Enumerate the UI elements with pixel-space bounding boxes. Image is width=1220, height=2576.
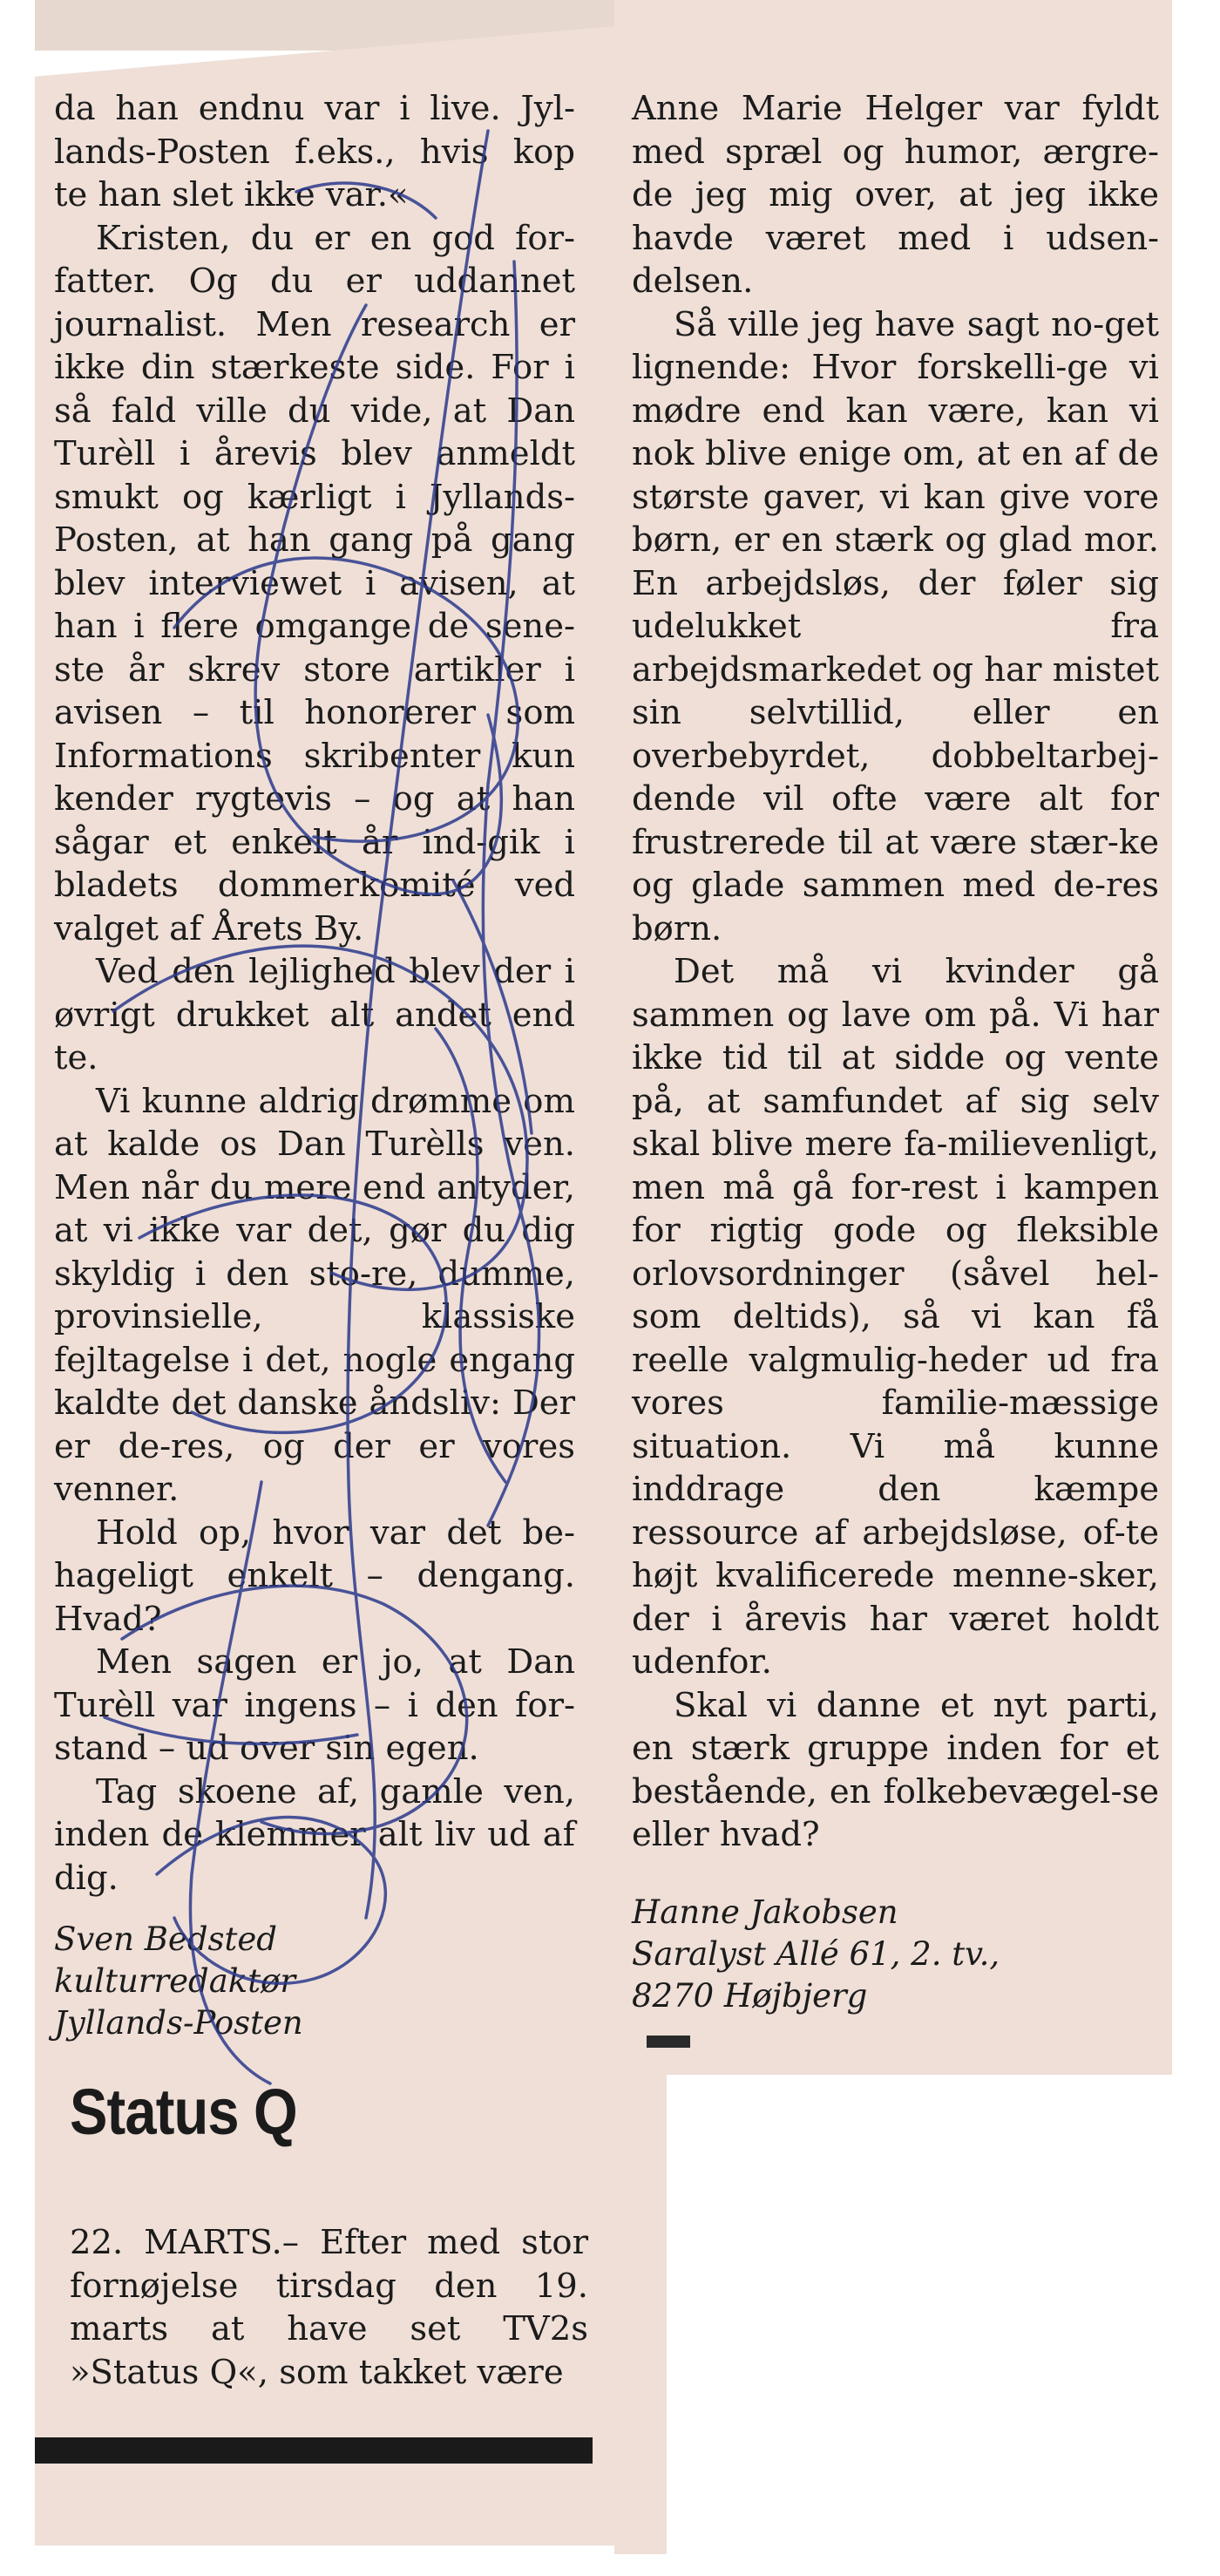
paragraph: Det må vi kvinder gå sammen og lave om på. Vi har ikke tid til at sidde og vente på, at samfundet af sig selv skal blive mere fa-milievenligt, men må gå for-rest i kampen for rigtig gode og fleksible orlovsordninger (såvel hel- som deltids), så vi kan få reelle valgmulig-heder ud fra vores familie-mæssige situation. Vi må kunne inddrage den kæmpe ressource af arbejdsløse, of-te højt kvalificerede menne-sker, der i årevis har været holdt udenfor.	[632, 952, 1159, 1682]
paragraph: Ved den lejlighed blev der i øvrigt drukket alt andet end te.	[54, 952, 575, 1077]
status-column	[70, 2221, 588, 2394]
torn-letter-fragment	[647, 2036, 690, 2048]
signature-right	[632, 1892, 1159, 2017]
left-column	[54, 87, 575, 2044]
paragraph: Kristen, du er en god for-fatter. Og du er uddannet journalist. Men research er ikke din stærkeste side. For i så fald ville du vide, at Dan Turèll i årevis blev anmeldt smukt og kærligt i Jyllands-Posten, at han gang på gang blev interviewet i avisen, at han i flere omgange de sene-ste år skrev store artikler i avisen – til honorerer som Informations skribenter kun kender rygtevis – og at han sågar et enkelt år ind-gik i bladets dommerkomité ved valget af Årets By.	[54, 218, 575, 948]
paper-notch	[614, 2066, 667, 2554]
signature-line: Saralyst Allé 61, 2. tv.,	[632, 1934, 1000, 1973]
signature-left	[54, 1919, 575, 2044]
paragraph: Anne Marie Helger var fyldt med spræl og humor, ærgre-de jeg mig over, at jeg ikke havde været med i udsen-delsen.	[632, 89, 1159, 301]
signature-line: Jyllands-Posten	[54, 2004, 303, 2042]
signature-line: 8270 Højbjerg	[632, 1976, 868, 2015]
paragraph: 22. MARTS.– Efter med stor fornøjelse tirsdag den 19. marts at have set TV2s »Status Q«, som takket være	[70, 2223, 588, 2392]
black-rule	[35, 2437, 593, 2464]
signature-line: kulturredaktør	[54, 1962, 296, 2000]
paragraph: Hold op, hvor var det be-hageligt enkelt – dengang. Hvad?	[54, 1512, 575, 1639]
paragraph: da han endnu var i live. Jyl-lands-Posten f.eks., hvis kop te han slet ikke var.«	[54, 89, 575, 214]
signature-line: Hanne Jakobsen	[632, 1893, 898, 1931]
paragraph: Vi kunne aldrig drømme om at kalde os Dan Turèlls ven. Men når du mere end antyder, at vi ikke var det, gør du dig skyldig i den sto-re, dumme, provinsielle, klassiske fejltagelse i det, nogle engang kaldte det danske åndsliv: Der er de-res, og der er vores venner.	[54, 1081, 575, 1509]
paragraph: Så ville jeg have sagt no-get lignende: Hvor forskelli-ge vi mødre end kan være, kan vi nok blive enige om, at en af de største gaver, vi kan give vore børn, er en stærk og glad mor. En arbejdsløs, der føler sig udelukket fra arbejdsmarkedet og har mistet sin selvtillid, eller en overbebyrdet, dobbeltarbej-dende vil ofte være alt for frustrerede til at være stær-ke og glade sammen med de-res børn.	[632, 304, 1160, 948]
paragraph: Men sagen er jo, at Dan Turèll var ingens – i den for-stand – ud over sin egen.	[54, 1642, 575, 1768]
section-heading: Status Q	[70, 2076, 297, 2148]
paragraph: Skal vi danne et nyt parti, en stærk gruppe inden for et bestående, en folkebevægel-se eller hvad?	[632, 1685, 1159, 1854]
right-column	[632, 87, 1159, 2017]
signature-line: Sven Bedsted	[54, 1920, 277, 1958]
paragraph: Tag skoene af, gamle ven, inden de klemmer alt liv ud af dig.	[54, 1771, 575, 1898]
